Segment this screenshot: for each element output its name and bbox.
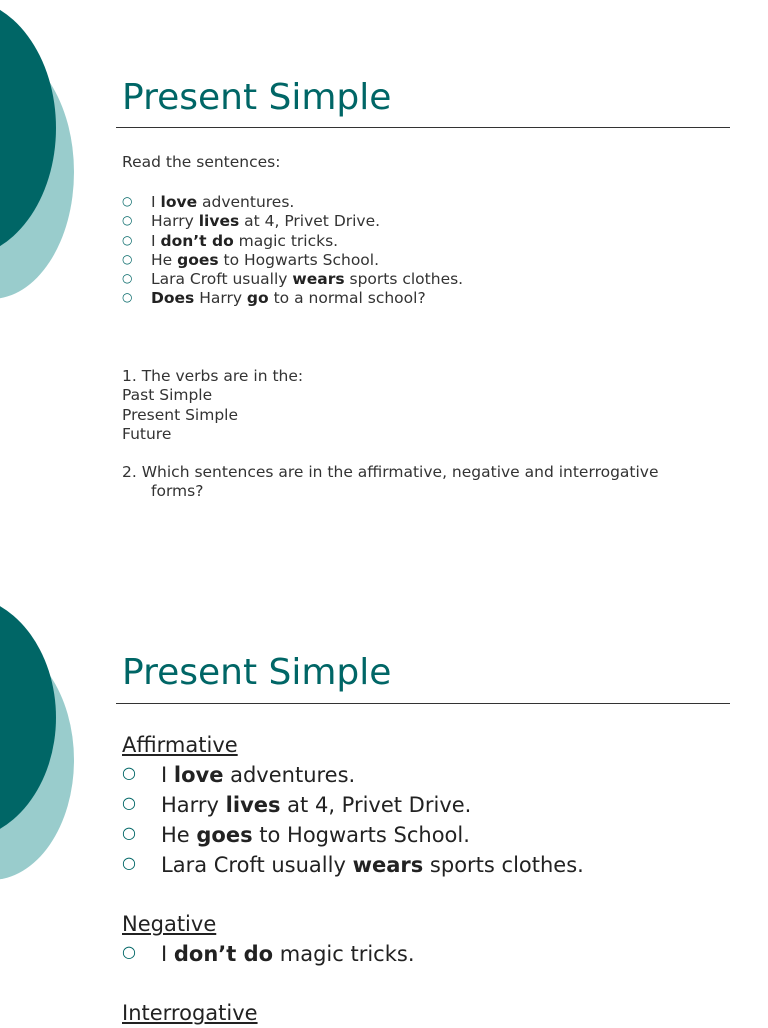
sentence-text: magic tricks.: [273, 942, 415, 966]
slide-title: Present Simple: [122, 652, 392, 693]
question-2-line-1: 2. Which sentences are in the affirmative, negative and interrogative: [122, 463, 659, 481]
verb-text: don’t do: [173, 942, 274, 966]
sentence-item: [122, 232, 463, 251]
affirmative-section: [122, 730, 584, 880]
option-future: Future: [122, 424, 172, 443]
sentence-item: [122, 760, 584, 790]
title-divider: [116, 703, 730, 704]
title-divider: [116, 127, 730, 128]
affirmative-list: [122, 760, 584, 880]
bullet-circle-icon: ○: [122, 823, 136, 842]
sentence-item: [122, 212, 463, 231]
sentence-text: at 4, Privet Drive.: [239, 212, 381, 231]
verb-text: go: [246, 289, 269, 308]
sentence-text: to Hogwarts School.: [252, 823, 470, 847]
question-2: [122, 463, 659, 502]
affirmative-heading: Affirmative: [122, 733, 238, 757]
sentence-list: [122, 193, 463, 309]
negative-list: [122, 939, 415, 969]
sentence-text: Lara Croft usually: [161, 853, 353, 877]
sentence-text: magic tricks.: [233, 231, 339, 250]
sentence-text: to a normal school?: [268, 289, 426, 308]
sentence-text: Lara Croft usually: [151, 270, 293, 289]
verb-text: goes: [196, 823, 253, 847]
slide-2: [0, 575, 768, 1024]
bullet-circle-icon: ○: [122, 763, 136, 782]
sentence-text: He: [161, 823, 197, 847]
sentence-text: at 4, Privet Drive.: [280, 793, 472, 817]
option-present-simple: Present Simple: [122, 405, 239, 424]
question-1-prompt: 1. The verbs are in the:: [122, 367, 304, 385]
sentence-text: sports clothes.: [423, 853, 584, 877]
sentence-item: [122, 790, 584, 820]
bullet-circle-icon: ○: [122, 194, 133, 208]
intro-label: Read the sentences:: [122, 153, 281, 171]
intro-text: [122, 153, 280, 172]
sentence-text: I: [161, 942, 174, 966]
bullet-circle-icon: ○: [122, 251, 133, 266]
sentence-item: [122, 193, 463, 212]
sentence-item: [122, 850, 584, 880]
sentence-text: Harry: [161, 793, 226, 817]
sentence-text: I: [151, 231, 161, 250]
verb-text: wears: [292, 270, 345, 289]
verb-text: goes: [177, 250, 219, 269]
bullet-circle-icon: ○: [122, 271, 133, 286]
verb-text: lives: [198, 212, 240, 231]
bullet-circle-icon: ○: [122, 793, 136, 812]
sentence-list-items: [122, 193, 463, 309]
slide-title: Present Simple: [122, 77, 392, 118]
sentence-item: [122, 251, 463, 270]
sentence-text: He: [151, 250, 178, 269]
sentence-text: I: [161, 763, 174, 787]
verb-text: Does: [151, 289, 195, 308]
sentence-text: sports clothes.: [344, 270, 464, 289]
verb-text: love: [173, 763, 224, 787]
sentence-item: [122, 939, 415, 969]
verb-text: don’t do: [160, 231, 234, 250]
negative-heading: Negative: [122, 912, 217, 936]
sentence-item: [122, 289, 463, 308]
bullet-circle-icon: ○: [122, 853, 136, 872]
bullet-circle-icon: ○: [122, 290, 133, 305]
interrogative-heading: Interrogative: [122, 1001, 258, 1025]
negative-section: [122, 909, 415, 969]
bullet-circle-icon: ○: [122, 213, 133, 228]
sentence-text: adventures.: [223, 763, 356, 787]
sentence-text: adventures.: [197, 193, 295, 211]
sentence-item: [122, 820, 584, 850]
question-1: [122, 367, 303, 444]
bullet-circle-icon: ○: [122, 232, 133, 247]
sentence-text: I: [151, 193, 161, 211]
verb-text: wears: [352, 853, 424, 877]
bullet-circle-icon: ○: [122, 942, 136, 961]
verb-text: lives: [225, 793, 281, 817]
option-past-simple: Past Simple: [122, 386, 213, 405]
verb-text: love: [160, 193, 198, 211]
sentence-text: to Hogwarts School.: [218, 250, 380, 269]
sentence-item: [122, 270, 463, 289]
sentence-text: Harry: [151, 212, 199, 231]
question-2-line-2: forms?: [151, 482, 204, 501]
sentence-text: Harry: [194, 289, 247, 308]
